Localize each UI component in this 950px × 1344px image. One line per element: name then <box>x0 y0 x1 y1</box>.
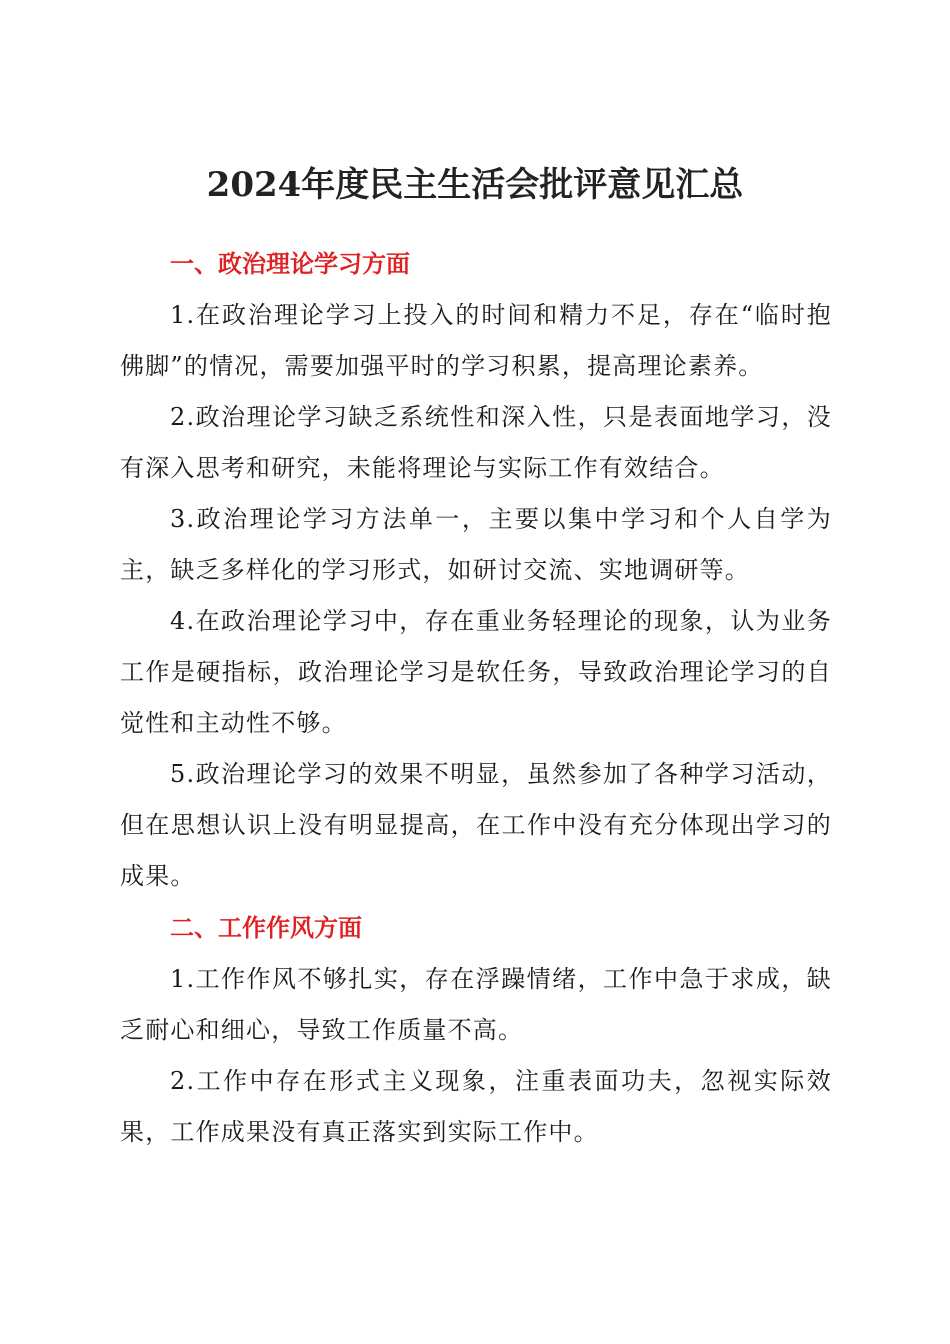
section-work-style <box>120 902 832 1158</box>
paragraph: 4.在政治理论学习中，存在重业务轻理论的现象，认为业务工作是硬指标，政治理论学习是软任务，导致政治理论学习的自觉性和主动性不够。 <box>120 607 832 737</box>
paragraph: 3.政治理论学习方法单一，主要以集中学习和个人自学为主，缺乏多样化的学习形式，如研讨交流、实地调研等。 <box>120 505 832 584</box>
document-body <box>120 238 832 1158</box>
section-heading: 一、政治理论学习方面 <box>170 249 410 278</box>
paragraph: 1.在政治理论学习上投入的时间和精力不足，存在“临时抱佛脚”的情况，需要加强平时的学习积累，提高理论素养。 <box>120 301 832 380</box>
paragraph: 1.工作作风不够扎实，存在浮躁情绪，工作中急于求成，缺乏耐心和细心，导致工作质量不高。 <box>120 965 832 1044</box>
paragraph: 2.工作中存在形式主义现象，注重表面功夫，忽视实际效果，工作成果没有真正落实到实际工作中。 <box>120 1067 832 1146</box>
section-political-theory <box>120 238 832 902</box>
section-heading: 二、工作作风方面 <box>170 913 362 942</box>
paragraph: 2.政治理论学习缺乏系统性和深入性，只是表面地学习，没有深入思考和研究，未能将理论与实际工作有效结合。 <box>120 403 832 482</box>
paragraph: 5.政治理论学习的效果不明显，虽然参加了各种学习活动，但在思想认识上没有明显提高，在工作中没有充分体现出学习的成果。 <box>120 760 832 890</box>
document-title: 2024年度民主生活会批评意见汇总 <box>206 165 744 205</box>
